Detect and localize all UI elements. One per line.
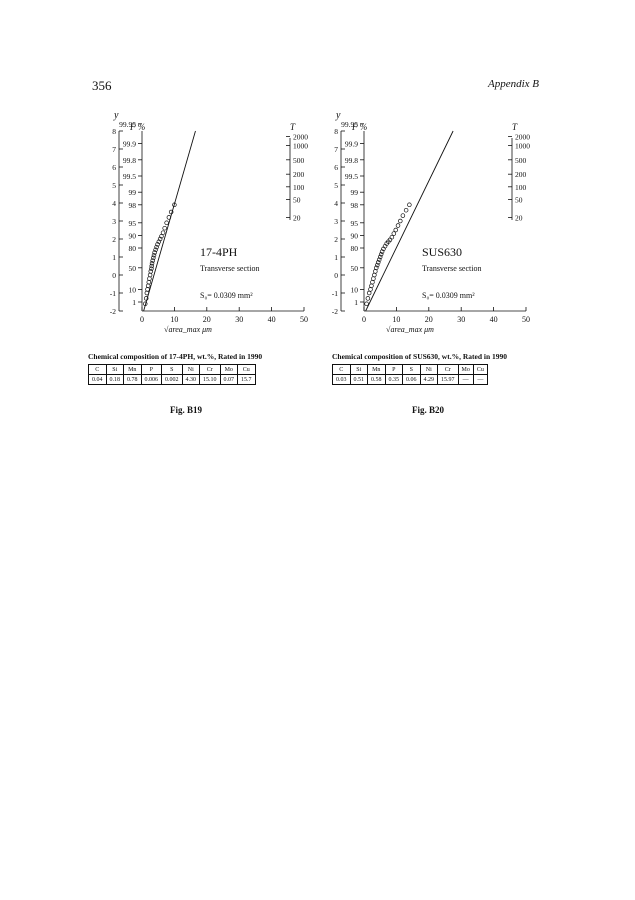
value-cell: 0.18 bbox=[106, 375, 124, 385]
y-tick-label: 3 bbox=[334, 217, 338, 226]
y-tick-label: 7 bbox=[334, 145, 338, 154]
y-tick-label: 5 bbox=[334, 181, 338, 190]
x-tick-label: 20 bbox=[202, 315, 211, 324]
s0-label: S₀= 0.0309 mm² bbox=[422, 291, 475, 300]
data-point bbox=[396, 224, 400, 228]
t-axis-label: T bbox=[290, 122, 296, 132]
value-cell: 0.04 bbox=[89, 375, 107, 385]
x-tick-label: 50 bbox=[300, 315, 308, 324]
f-tick-label: 50 bbox=[128, 263, 136, 273]
x-tick-label: 0 bbox=[362, 315, 366, 324]
x-axis-title: √area_max μm bbox=[164, 325, 212, 334]
composition-value-row bbox=[89, 375, 256, 385]
data-point bbox=[163, 226, 167, 230]
y-ticks bbox=[110, 127, 123, 316]
data-point bbox=[147, 280, 151, 284]
value-cell: 0.06 bbox=[403, 375, 421, 385]
value-cell: 0.35 bbox=[385, 375, 403, 385]
f-tick-label: 80 bbox=[128, 244, 136, 253]
data-point bbox=[146, 284, 150, 288]
data-point bbox=[161, 231, 165, 235]
f-tick-label: 99.5 bbox=[122, 172, 136, 181]
f-tick-label: 99.95 bbox=[119, 119, 136, 129]
x-tick-label: 0 bbox=[140, 315, 144, 324]
data-point bbox=[371, 280, 375, 284]
y-tick-label: 2 bbox=[334, 235, 338, 244]
t-tick-label: 200 bbox=[293, 170, 305, 180]
y-tick-label: 1 bbox=[334, 253, 338, 262]
y-ticks bbox=[332, 127, 345, 316]
f-tick-label: 98 bbox=[128, 200, 136, 210]
data-point bbox=[151, 256, 155, 260]
f-tick-label: 1 bbox=[132, 298, 136, 307]
x-tick-label: 30 bbox=[235, 315, 244, 324]
composition-b20 bbox=[332, 352, 507, 385]
composition-header-row bbox=[333, 365, 488, 375]
x-tick-label: 20 bbox=[424, 315, 433, 324]
f-tick-label: 90 bbox=[350, 231, 358, 241]
f-tick-label: 50 bbox=[350, 263, 358, 273]
data-point bbox=[152, 253, 156, 257]
figure-b19-plot bbox=[100, 108, 320, 348]
y-tick-label: 0 bbox=[334, 271, 338, 280]
y-tick-label: -1 bbox=[109, 289, 116, 298]
f-tick-label: 99.9 bbox=[344, 139, 358, 149]
data-point bbox=[394, 228, 398, 232]
running-head: Appendix B bbox=[487, 78, 539, 90]
t-tick-label: 50 bbox=[515, 195, 523, 205]
header-cell: P bbox=[141, 365, 162, 375]
header-cell: Cr bbox=[200, 365, 221, 375]
data-point bbox=[373, 270, 377, 274]
data-point bbox=[370, 284, 374, 288]
composition-table bbox=[332, 364, 488, 385]
probability-plot-b19 bbox=[100, 108, 320, 348]
t-tick-label: 1000 bbox=[515, 141, 530, 151]
f-ticks bbox=[119, 120, 142, 307]
header-cell: C bbox=[333, 365, 351, 375]
data-point bbox=[148, 277, 152, 281]
data-point bbox=[146, 288, 150, 292]
header-cell: C bbox=[89, 365, 107, 375]
value-cell: 0.03 bbox=[333, 375, 351, 385]
t-tick-label: 20 bbox=[515, 213, 523, 223]
f-tick-label: 10 bbox=[128, 285, 136, 295]
section-label: Transverse section bbox=[422, 264, 482, 273]
value-cell: 15.97 bbox=[438, 375, 459, 385]
composition-title: Chemical composition of 17-4PH, wt.%, Rated in 1990 bbox=[88, 352, 263, 361]
y-tick-label: 8 bbox=[112, 127, 116, 136]
t-tick-label: 200 bbox=[515, 170, 527, 180]
material-title: SUS630 bbox=[422, 245, 463, 259]
data-point bbox=[392, 232, 396, 236]
f-tick-label: 99.8 bbox=[344, 155, 358, 165]
data-point bbox=[401, 214, 405, 218]
data-point bbox=[148, 273, 152, 277]
figure-caption-b20: Fig. B20 bbox=[412, 405, 445, 415]
material-title: 17-4PH bbox=[200, 245, 238, 259]
y-tick-label: 5 bbox=[112, 181, 116, 190]
y-tick-label: 4 bbox=[334, 199, 338, 208]
data-point bbox=[365, 302, 369, 306]
value-cell: 4.29 bbox=[420, 375, 438, 385]
x-tick-label: 10 bbox=[392, 315, 401, 324]
value-cell: 0.006 bbox=[141, 375, 162, 385]
y-tick-label: 1 bbox=[112, 253, 116, 262]
header-cell: Mn bbox=[124, 365, 142, 375]
data-point bbox=[372, 273, 376, 277]
y-axis-label: y bbox=[114, 110, 119, 121]
header-cell: Si bbox=[350, 365, 368, 375]
t-tick-label: 1000 bbox=[293, 141, 308, 151]
data-points bbox=[365, 203, 412, 306]
f-tick-label: 1 bbox=[354, 298, 358, 307]
data-point bbox=[145, 291, 149, 295]
data-point bbox=[367, 291, 371, 295]
y-axis-label: y bbox=[336, 110, 341, 121]
f-tick-label: 95 bbox=[128, 218, 136, 228]
x-axis-title: √area_max μm bbox=[386, 325, 434, 334]
f-tick-label: 99.95 bbox=[341, 119, 358, 129]
header-cell: S bbox=[162, 365, 183, 375]
fit-line bbox=[366, 131, 453, 311]
f-tick-label: 99.5 bbox=[344, 172, 358, 181]
header-cell: Ni bbox=[420, 365, 438, 375]
data-point bbox=[407, 203, 411, 207]
t-tick-label: 2000 bbox=[293, 132, 308, 142]
data-point bbox=[366, 297, 370, 301]
f-tick-label: 99.8 bbox=[122, 155, 136, 165]
composition-title: Chemical composition of SUS630, wt.%, Rated in 1990 bbox=[332, 352, 508, 361]
y-tick-label: 4 bbox=[112, 199, 116, 208]
composition-b19 bbox=[88, 352, 262, 385]
value-cell: 0.07 bbox=[220, 375, 238, 385]
t-tick-label: 500 bbox=[515, 155, 527, 165]
t-tick-label: 100 bbox=[293, 182, 305, 192]
f-tick-label: 99.9 bbox=[122, 139, 136, 149]
x-tick-label: 30 bbox=[457, 315, 466, 324]
page-number: 356 bbox=[92, 78, 112, 93]
t-axis-label: T bbox=[512, 122, 518, 132]
data-point bbox=[150, 261, 154, 265]
y-tick-label: 2 bbox=[112, 235, 116, 244]
f-tick-label: 90 bbox=[128, 231, 136, 241]
y-tick-label: -2 bbox=[331, 307, 338, 316]
header-cell: Mo bbox=[220, 365, 238, 375]
section-label: Transverse section bbox=[200, 264, 260, 273]
value-cell: 4.30 bbox=[182, 375, 200, 385]
f-tick-label: 99 bbox=[350, 188, 358, 198]
value-cell: 0.58 bbox=[368, 375, 386, 385]
f-axis-label: F % bbox=[352, 122, 368, 132]
data-point bbox=[398, 219, 402, 223]
value-cell: 15.10 bbox=[200, 375, 221, 385]
x-ticks bbox=[140, 307, 308, 324]
y-tick-label: -1 bbox=[331, 289, 338, 298]
t-tick-label: 500 bbox=[293, 155, 305, 165]
header-cell: Cu bbox=[238, 365, 256, 375]
f-tick-label: 95 bbox=[350, 218, 358, 228]
x-tick-label: 50 bbox=[522, 315, 530, 324]
value-cell: 0.51 bbox=[350, 375, 368, 385]
data-point bbox=[165, 221, 169, 225]
figure-caption-b19: Fig. B19 bbox=[170, 405, 203, 415]
header-cell: Mn bbox=[368, 365, 386, 375]
header-cell: S bbox=[403, 365, 421, 375]
f-ticks bbox=[341, 120, 364, 307]
value-cell: 0.002 bbox=[162, 375, 183, 385]
t-tick-label: 50 bbox=[293, 195, 301, 205]
data-point bbox=[371, 277, 375, 281]
x-tick-label: 10 bbox=[170, 315, 179, 324]
x-ticks bbox=[362, 307, 530, 324]
t-ticks bbox=[508, 132, 530, 222]
header-cell: Mo bbox=[458, 365, 473, 375]
y-tick-label: 3 bbox=[112, 217, 116, 226]
fit-line bbox=[144, 131, 196, 311]
value-cell: 15.7 bbox=[238, 375, 256, 385]
y-tick-label: 6 bbox=[334, 163, 338, 172]
composition-value-row bbox=[333, 375, 488, 385]
data-point bbox=[369, 288, 373, 292]
data-point bbox=[404, 208, 408, 212]
probability-plot-b20 bbox=[322, 108, 542, 348]
t-ticks bbox=[286, 132, 308, 222]
header-cell: Ni bbox=[182, 365, 200, 375]
value-cell: — bbox=[458, 375, 473, 385]
fit-line-group bbox=[366, 131, 453, 311]
header-cell: P bbox=[385, 365, 403, 375]
y-tick-label: -2 bbox=[109, 307, 116, 316]
y-tick-label: 0 bbox=[112, 271, 116, 280]
fit-line-group bbox=[144, 131, 196, 311]
composition-header-row bbox=[89, 365, 256, 375]
y-tick-label: 8 bbox=[334, 127, 338, 136]
header-cell: Si bbox=[106, 365, 124, 375]
t-tick-label: 100 bbox=[515, 182, 527, 192]
x-tick-label: 40 bbox=[267, 315, 276, 324]
f-axis-label: F % bbox=[130, 122, 146, 132]
f-tick-label: 98 bbox=[350, 200, 358, 210]
data-point bbox=[151, 259, 155, 263]
f-tick-label: 80 bbox=[350, 244, 358, 253]
data-point bbox=[149, 270, 153, 274]
data-point bbox=[390, 235, 394, 239]
x-tick-label: 40 bbox=[489, 315, 498, 324]
t-tick-label: 20 bbox=[293, 213, 301, 223]
composition-table bbox=[88, 364, 256, 385]
t-tick-label: 2000 bbox=[515, 132, 530, 142]
f-tick-label: 10 bbox=[350, 285, 358, 295]
value-cell: 0.78 bbox=[124, 375, 142, 385]
header-cell: Cu bbox=[473, 365, 487, 375]
header-cell: Cr bbox=[438, 365, 459, 375]
f-tick-label: 99 bbox=[128, 188, 136, 198]
s0-label: S₀= 0.0309 mm² bbox=[200, 291, 253, 300]
y-tick-label: 7 bbox=[112, 145, 116, 154]
figure-b20-plot bbox=[322, 108, 542, 348]
value-cell: — bbox=[473, 375, 487, 385]
y-tick-label: 6 bbox=[112, 163, 116, 172]
